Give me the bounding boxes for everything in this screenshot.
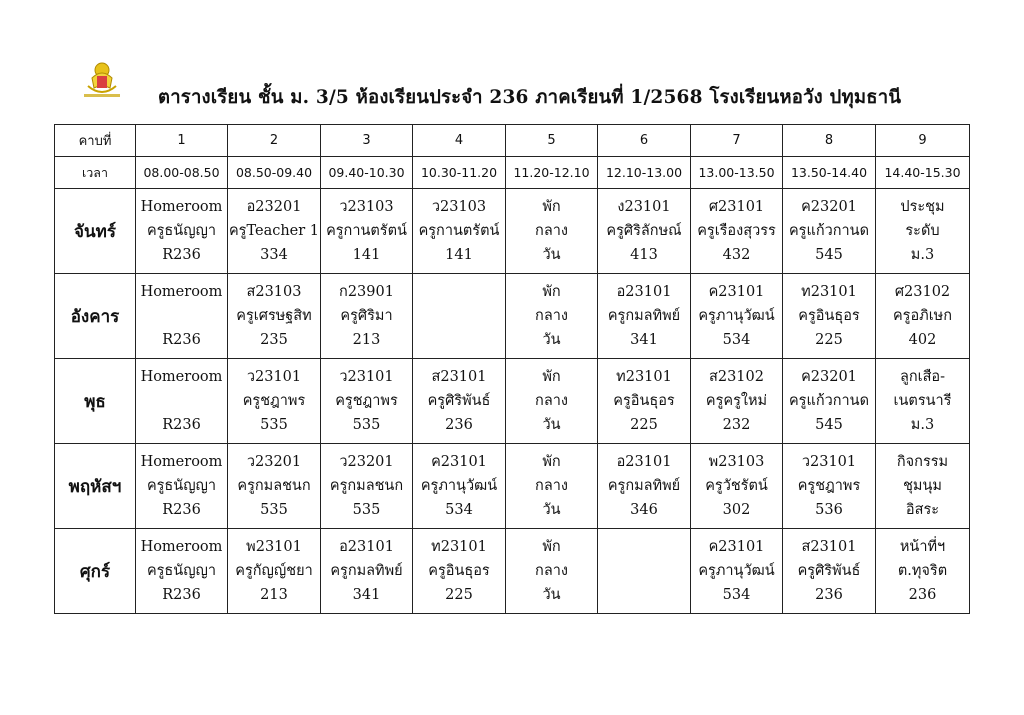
period-number: 6 [598,125,691,157]
teacher-name: ครูชฎาพร [242,393,306,409]
teacher-name: ชุมนุม [903,478,942,494]
teacher-name: ครูศิริมา [340,308,393,324]
teacher-name: กลาง [535,223,568,239]
period-number: 3 [321,125,413,157]
subject-code: Homeroom [140,199,223,215]
teacher-name: ต.ทุจริต [897,563,948,579]
period-time: 12.10-13.00 [598,157,691,189]
room-number: 534 [722,587,751,603]
timetable-cell [228,444,321,529]
subject-code: ว23201 [339,454,394,470]
teacher-name: ครูวัชรัตน์ [705,478,768,494]
subject-code: ท23101 [431,539,487,555]
teacher-name: ครูกมลทิพย์ [607,308,681,324]
teacher-name: ครูกานตรัตน์ [326,223,407,239]
subject-code: พ23103 [708,454,765,470]
teacher-name: ครูธนัญญา [146,223,217,239]
subject-code: ศ23102 [894,284,951,300]
timetable-cell [783,444,876,529]
timetable-cell [413,274,506,359]
teacher-name [598,559,690,583]
room-number: 413 [630,247,658,263]
room-number: 536 [815,502,843,518]
room-number: วัน [542,587,561,603]
subject-code: ว23103 [431,199,487,215]
room-number: 302 [722,502,751,518]
subject-code: กิจกรรม [896,454,949,470]
page-title: ตารางเรียน ชั้น ม. 3/5 ห้องเรียนประจำ 236 ภาคเรียนที่ 1/2568 โรงเรียนหอวัง ปทุมธานี [158,87,902,108]
room-number: 545 [815,247,843,263]
subject-code [598,535,690,559]
room-number: 225 [445,587,473,603]
room-number: 341 [630,332,658,348]
teacher-name: ครูกัญญ์ชยา [235,563,313,579]
day-row [55,444,970,529]
subject-code: พัก [542,284,561,300]
teacher-name: ครูกมลทิพย์ [330,563,403,579]
subject-code: ค23201 [801,369,857,385]
room-number: 341 [352,587,381,603]
timetable-cell [228,359,321,444]
period-time: 11.20-12.10 [506,157,598,189]
timetable-cell [228,529,321,614]
timetable-cell [691,444,783,529]
room-number: 236 [908,587,937,603]
teacher-name: ครูกานตรัตน์ [418,223,500,239]
timetable-cell [876,529,970,614]
teacher-name: กลาง [535,478,568,494]
room-number: ม.3 [910,247,935,263]
subject-code: ค23101 [708,539,765,555]
teacher-name [136,304,227,328]
timetable-cell [136,529,228,614]
timetable-cell [598,529,691,614]
subject-code: พัก [542,369,561,385]
period-number: 4 [413,125,506,157]
period-number: 5 [506,125,598,157]
period-number: 8 [783,125,876,157]
subject-code: ค23101 [431,454,487,470]
day-name: อังคาร [55,274,136,359]
teacher-name: ระดับ [905,223,940,239]
period-header-row [55,125,970,157]
teacher-name: กลาง [535,563,568,579]
subject-code: ว23101 [339,369,394,385]
teacher-name: ครูอินธุอร [613,393,675,409]
day-row [55,359,970,444]
subject-code: ประชุม [900,199,945,215]
timetable-cell [321,444,413,529]
subject-code: Homeroom [140,284,223,300]
room-number: 225 [815,332,843,348]
timetable-cell [506,529,598,614]
teacher-name: ครูครูใหม่ [705,393,768,409]
room-number: 402 [908,332,937,348]
room-number: 535 [260,502,288,518]
time-label: เวลา [55,157,136,189]
period-number: 1 [136,125,228,157]
subject-code: พัก [542,199,561,215]
room-number: 346 [630,502,658,518]
timetable-cell [876,359,970,444]
timetable-cell [413,359,506,444]
room-number: 235 [260,332,288,348]
period-time: 08.00-08.50 [136,157,228,189]
subject-code: ว23103 [339,199,394,215]
teacher-name: ครูศิริพันธ์ [797,563,861,579]
room-number: 334 [260,247,288,263]
day-name: ศุกร์ [55,529,136,614]
subject-code: พ23101 [246,539,302,555]
subject-code: ลูกเสือ- [899,369,946,385]
timetable-cell [321,359,413,444]
teacher-name: ครูธนัญญา [146,478,217,494]
subject-code: ค23201 [801,199,857,215]
room-number: วัน [542,502,561,518]
timetable-cell [413,189,506,274]
timetable-cell [228,189,321,274]
subject-code: Homeroom [140,539,223,555]
subject-code: ท23101 [801,284,857,300]
timetable-cell [691,529,783,614]
room-number: R236 [162,502,201,518]
teacher-name [413,304,505,328]
timetable-cell [506,359,598,444]
subject-code: ศ23101 [708,199,765,215]
subject-code: ท23101 [616,369,672,385]
timetable-cell [413,444,506,529]
teacher-name: ครูอภิเษก [892,308,953,324]
subject-code: ส23101 [431,369,487,385]
timetable-cell [506,189,598,274]
period-time: 13.50-14.40 [783,157,876,189]
teacher-name: ครูเรืองสุวรร [697,223,776,239]
subject-code: ก23901 [339,284,394,300]
timetable-cell [783,274,876,359]
teacher-name: ครูภานุวัฒน์ [420,478,498,494]
room-number [598,583,690,607]
timetable-cell [876,444,970,529]
room-number: ม.3 [910,417,935,433]
subject-code: หน้าที่ฯ [899,539,946,555]
room-number: 236 [445,417,473,433]
day-row [55,189,970,274]
room-number: R236 [162,247,201,263]
day-name: พฤหัสฯ [55,444,136,529]
room-number: 141 [352,247,381,263]
timetable-cell [136,189,228,274]
teacher-name [136,389,227,413]
timetable-cell [506,444,598,529]
timetable-cell [506,274,598,359]
teacher-name: ครูภานุวัฒน์ [698,308,775,324]
subject-code: ส23102 [709,369,764,385]
timetable-cell [691,274,783,359]
teacher-name: ครูชฎาพร [335,393,398,409]
timetable-cell [783,189,876,274]
teacher-name: ครูTeacher 1 [228,223,320,239]
teacher-name: ครูอินธุอร [428,563,490,579]
subject-code: พัก [542,539,561,555]
room-number: R236 [162,332,201,348]
room-number: R236 [162,417,201,433]
timetable-cell [691,189,783,274]
timetable-cell [321,529,413,614]
timetable-cell [321,274,413,359]
room-number: 545 [815,417,843,433]
timetable-cell [136,359,228,444]
teacher-name: ครูแก้วกานด [788,223,869,239]
time-header-row [55,157,970,189]
day-name: พุธ [55,359,136,444]
teacher-name: ครูกมลชนก [237,478,311,494]
subject-code: พัก [542,454,561,470]
period-number: 9 [876,125,970,157]
room-number: 534 [722,332,751,348]
teacher-name: ครูกมลชนก [329,478,404,494]
teacher-name: ครูศิริพันธ์ [427,393,491,409]
day-name: จันทร์ [55,189,136,274]
subject-code: ว23101 [246,369,302,385]
room-number: 535 [352,417,381,433]
timetable-cell [598,359,691,444]
teacher-name: ครูภานุวัฒน์ [698,563,775,579]
subject-code: อ23101 [616,454,672,470]
teacher-name: กลาง [535,308,568,324]
timetable-cell [136,444,228,529]
subject-code: ง23101 [617,199,671,215]
room-number: วัน [542,332,561,348]
subject-code: ส23103 [246,284,302,300]
timetable-cell [691,359,783,444]
teacher-name: ครูกมลทิพย์ [607,478,681,494]
room-number: R236 [162,587,201,603]
timetable-cell [876,274,970,359]
timetable [54,124,970,614]
school-emblem-icon [78,58,126,102]
room-number: 535 [352,502,381,518]
teacher-name: กลาง [535,393,568,409]
subject-code [413,280,505,304]
subject-code: ค23101 [708,284,765,300]
subject-code: ว23101 [801,454,857,470]
period-time: 13.00-13.50 [691,157,783,189]
teacher-name: ครูอินธุอร [798,308,860,324]
room-number: 535 [260,417,288,433]
room-number: 213 [352,332,381,348]
room-number: อิสระ [905,502,940,518]
subject-code: ส23101 [801,539,857,555]
room-number: 432 [722,247,751,263]
subject-code: อ23101 [616,284,672,300]
timetable-cell [413,529,506,614]
period-time: 14.40-15.30 [876,157,970,189]
room-number [413,328,505,352]
room-number: 213 [260,587,288,603]
subject-code: ว23201 [246,454,302,470]
teacher-name: ครูเศรษฐสิท [236,308,312,324]
subject-code: Homeroom [140,369,223,385]
period-time: 10.30-11.20 [413,157,506,189]
room-number: 236 [815,587,843,603]
teacher-name: ครูแก้วกานด [788,393,869,409]
teacher-name: ครูธนัญญา [146,563,217,579]
room-number: วัน [542,417,561,433]
teacher-name: ครูศิริลักษณ์ [606,223,682,239]
timetable-cell [598,274,691,359]
timetable-cell [228,274,321,359]
period-number: 7 [691,125,783,157]
subject-code: Homeroom [140,454,223,470]
teacher-name: เนตรนารี [893,393,952,409]
room-number: 534 [445,502,473,518]
timetable-cell [598,444,691,529]
room-number: วัน [542,247,561,263]
subject-code: อ23101 [339,539,394,555]
period-time: 08.50-09.40 [228,157,321,189]
timetable-cell [783,529,876,614]
timetable-cell [321,189,413,274]
timetable-cell [783,359,876,444]
room-number: 141 [445,247,473,263]
room-number: 225 [630,417,658,433]
day-row [55,529,970,614]
room-number: 232 [722,417,751,433]
period-label: คาบที่ [55,125,136,157]
day-row [55,274,970,359]
timetable-cell [876,189,970,274]
teacher-name: ครูชฎาพร [797,478,861,494]
subject-code: อ23201 [246,199,302,215]
period-time: 09.40-10.30 [321,157,413,189]
period-number: 2 [228,125,321,157]
timetable-cell [598,189,691,274]
timetable-cell [136,274,228,359]
